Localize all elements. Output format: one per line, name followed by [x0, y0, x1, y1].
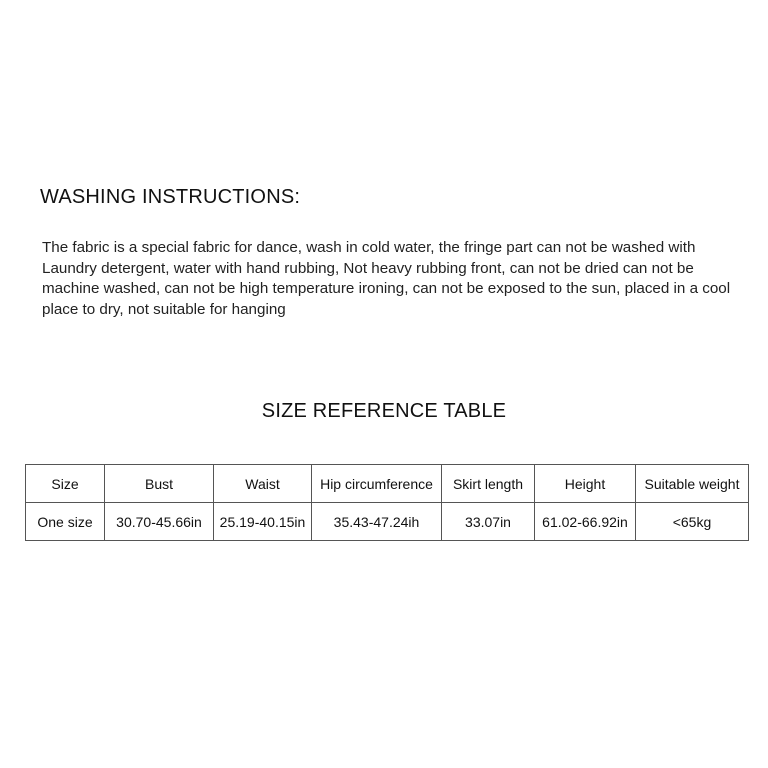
- cell-size: One size: [26, 503, 105, 541]
- cell-waist: 25.19-40.15in: [214, 503, 312, 541]
- cell-bust: 30.70-45.66in: [105, 503, 214, 541]
- table-header-row: [26, 465, 749, 503]
- cell-hip: 35.43-47.24ih: [312, 503, 442, 541]
- washing-instructions-text: The fabric is a special fabric for dance, wash in cold water, the fringe part can not be washed with Laundry detergent, water with hand rubbing, Not heavy rubbing front, can not be dried can not be machine washed, can not be high temperature ironing, can not be exposed to the sun, placed in a cool place to dry, not suitable for hanging: [42, 239, 731, 318]
- size-reference-table: [25, 464, 749, 541]
- header-cell-weight: Suitable weight: [636, 465, 749, 503]
- header-cell-bust: Bust: [105, 465, 214, 503]
- header-cell-height: Height: [535, 465, 636, 503]
- header-cell-hip: Hip circumference: [312, 465, 442, 503]
- header-cell-skirt-length: Skirt length: [442, 465, 535, 503]
- washing-instructions-heading: WASHING INSTRUCTIONS:: [40, 186, 301, 208]
- cell-height: 61.02-66.92in: [535, 503, 636, 541]
- header-cell-size: Size: [26, 465, 105, 503]
- size-reference-heading: SIZE REFERENCE TABLE: [261, 400, 507, 422]
- cell-skirt-length: 33.07in: [442, 503, 535, 541]
- header-cell-waist: Waist: [214, 465, 312, 503]
- cell-weight: <65kg: [636, 503, 749, 541]
- table-row: [26, 503, 749, 541]
